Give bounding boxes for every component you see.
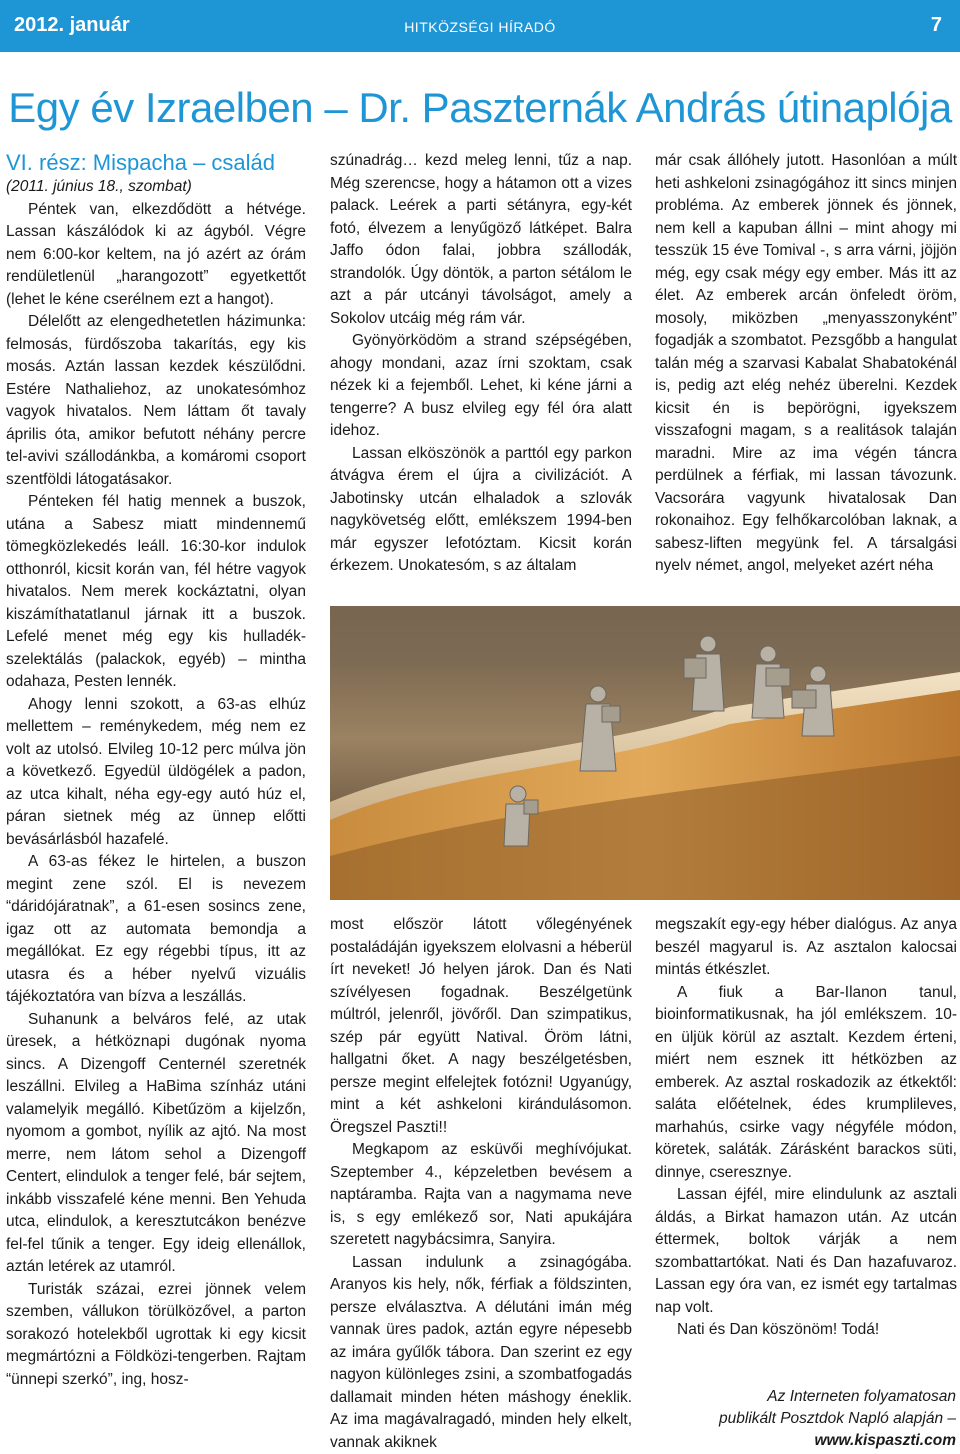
paragraph: Turisták százai, ezrei jönnek velem szemben, vállukon törülközővel, a parton sorakozó hotelekből ugrottak ki egy kicsit megmártózni a Földközi-tengerben. Rajtam “ünnepi szerkó”, ing, hosz- [6, 1280, 306, 1388]
page-number: 7 [930, 14, 942, 36]
paragraph: Nati és Dan köszönöm! Todá! [677, 1321, 880, 1338]
paragraph: Péntek van, elkezdődött a hétvége. Lassan kászálódok ki az ágyból. Végre nem 6:00-kor keltem, na jó azért az órám rendületlenül „harangozott” egyetkettőt (lehet le kéne cserélnem ezt a hangot). [6, 200, 306, 308]
article-title: Egy év Izraelben – Dr. Paszternák András útinaplója [8, 84, 952, 131]
column-3-bottom [655, 914, 957, 1342]
paragraph: már csak állóhely jutott. Hasonlóan a múlt heti ashkeloni zsinagógához itt sincs minjen probléma. Az emberek jönnek és jönnek, nem kell a kapuban állni – mint ahogy mi tesszük 15 éve Tomival -, s arra várni, jöjjön még, egy csak mégy egy ember. Más itt az élet. Az emberek arcán önfeledt öröm, mosoly, miközben „menyasszonyként” fogadják a szombatot. Pezsgőbb a hangulat talán még a szarvasi Kabalat Shabatokénál is, pedig azt elég nehéz überelni. Kezdek kicsit én is bepörögni, igyekszem visszafogni magam, s a realitások talaján maradni. Mire az ima végén táncra perdülnek a férfiak, mi lassan távozunk. Vacsorára vagyunk hivatalosak Dan rokonaihoz. Egy felhőkarcolóban laknak, a sabesz-liften megyünk fel. A társalgási nyelv német, angol, melyeket azért néha [655, 152, 957, 574]
paragraph: Lassan elköszönök a parttól egy parkon átvágva érem el újra a civilizációt. A Jabotinsky utcán elhaladok a szlovák nagykövetség előtt, emlékszem 1994-ben már egyszer lefotóztam. Kicsit korán érkezem. Unokatesóm, s az általam [330, 444, 632, 574]
signature-line: Az Interneten folyamatosan [767, 1388, 956, 1405]
column-1 [6, 150, 306, 1391]
paragraph: Gyönyörködöm a strand szépségében, ahogy mondani, azaz írni szoktam, csak nézek ki a fejemből. Lehet, ki kéne járni a tengerre? A busz elvileg egy fél óra alatt idehoz. [330, 332, 632, 439]
column-2-bottom [330, 914, 632, 1454]
paragraph: megszakít egy-egy héber dialógus. Az anya beszél magyarul is. Az asztalon kalocsai mintás étkészlet. [655, 916, 957, 978]
paragraph: A fiuk a Bar-Ilanon tanul, bioinformatikusnak, ha jól emlékszem. 10-en üljük körül az asztalt. Kezdem érteni, miért nem esznek itt hétközben az emberek. Az asztal roskadozik az étkektől: saláta előételnek, édes krumplileves, marhahús, csirke vagy négyféle módon, köretek, saláták. Zárásként barackos süti, dinnye, cseresznye. [655, 983, 957, 1181]
publication-name: HITKÖZSÉGI HÍRADÓ [404, 19, 556, 35]
signature-line: publikált Posztdok Napló alapján – [719, 1410, 956, 1427]
paragraph: szúnadrág… kezd meleg lenni, tűz a nap. Még szerencse, hogy a hátamon ott a vizes palack. Leérek a parti sétányra, egy-két fotó, élvezem a lenyűgöző látképet. Balra Jaffo ódon falai, jobbra szállodák, strandolók. Úgy döntök, a parton sétálom le azt a pár utcányi távolságot, amely a Sokolov utcáig még rám vár. [330, 152, 632, 327]
signature [656, 1386, 956, 1452]
dateline: (2011. június 18., szombat) [6, 178, 192, 195]
paragraph: Suhanunk a belváros felé, az utak üresek, a hétköznapi dugónak nyoma sincs. A Dizengoff Centernél szeretnék leszállni. Elvileg a HaBima színház utáni valamelyik megálló. Kibetűzöm a kijelzőn, nyomom a gombot, nyílik az ajtó. Na most merre, nem látom sehol a Dizengoff Centert, elindulok a tenger felé, bár sejtem, inkább visszafelé kéne menni. Ben Yehuda utca, elindulok, a keresztutcákon benézve fel-fel tűnik a tenger. Egy ideig ellenállok, aztán letérek az utamról. [6, 1010, 306, 1275]
paragraph: Ahogy lenni szokott, a 63-as elhúz mellettem – reménykedem, még nem ez volt az utolsó. Elvileg 10-12 perc múlva jön a következő. Egyedül üldögélek a padon, az utca kihalt, néha egy-egy autó húz el, páran sietnek még az ünnep előtti bevásárlásból hazafelé. [6, 695, 306, 848]
paragraph: Lassan indulunk a zsinagógába. Aranyos kis hely, nők, férfiak a földszinten, persze elválasztva. A délutáni imán még vannak üres padok, aztán egyre népesebb az imára gyűlők tábora. Dan szerint ez egy nagyon különleges zsini, a szombatfogadás dallamait minden héten máshogy éneklik. Az ima magávalragadó, minden hely elkelt, vannak akiknek [330, 1253, 632, 1451]
paragraph: most először látott vőlegényének postaládáján igyekszem elolvasni a héberül írt neveket! Jó helyen járok. Dan és Nati szívélyesen fogadnak. Beszélgetünk múltról, jelenről, jövőről. Dan szimpatikus, szép pár együtt Natival. Öröm látni, hallgatni őket. A nagy beszélgetésben, persze megint elfelejtek fotózni! Ugyanúgy, mint a két ashkeloni kirándulásomon. Öregszel Paszti!! [330, 916, 632, 1136]
website-link[interactable]: www.kispaszti.com [814, 1432, 956, 1449]
paragraph: Megkapom az esküvői meghívójukat. Szeptember 4., képzeletben bevésem a naptáramba. Rajta van a nagymama neve is, s egy emlékező sor, Nati apukájára szeretett nagybácsimra, Sanyira. [330, 1141, 632, 1248]
issue-date: 2012. január [14, 14, 130, 36]
paragraph: A 63-as fékez le hirtelen, a buszon megint zene szól. El is nevezem “dáridójáratnak”, a 61-esen sosincs zene, igaz ott az automata bemondja a megállókat. Ez egy régebbi típus, itt az utasra és a héber nyelvű vizuális tájékoztatóra van bízva a leszállás. [6, 853, 306, 1005]
paragraph: Délelőtt az elengedhetetlen házimunka: felmosás, fürdőszoba takarítás, egy kis mosás. Aztán lassan kezdek készülődni. Estére Nathaliehoz, az unokatesómhoz vagyok hivatalos. Nem láttam őt tavaly április óta, amikor befutott néhány percre tel-avivi szállodánkba, a komáromi csoport szentföldi látogatásakor. [6, 313, 306, 488]
column-3-top [655, 150, 957, 578]
paragraph: Pénteken fél hatig mennek a buszok, utána a Sabesz miatt mindennemű tömegközlekedés leáll. 16:30-kor indulok otthonról, kicsit korán van, fél hétre vagyok hivatalos. Nem merek kockáztatni, olyan kiszámíthatatlanul járnak itt a buszok. Lefelé menet még egy kis hulladék-szelektálás (palackok, egyéb) – mintha odahaza, Pesten lennék. [6, 493, 306, 690]
article-subtitle: VI. rész: Mispacha – család [6, 150, 276, 175]
paragraph: Lassan éjfél, mire elindulunk az asztali áldás, a Birkat hamazon után. Az utcán éttermek, boltok várják a nem szombattartókat. Nati és Dan hazafuvaroz. Lassan egy óra van, ez ismét egy tartalmas nap volt. [655, 1186, 957, 1316]
column-2-top [330, 150, 632, 578]
header-bar [0, 0, 960, 52]
synagogue-sculptures-photo [330, 606, 960, 900]
